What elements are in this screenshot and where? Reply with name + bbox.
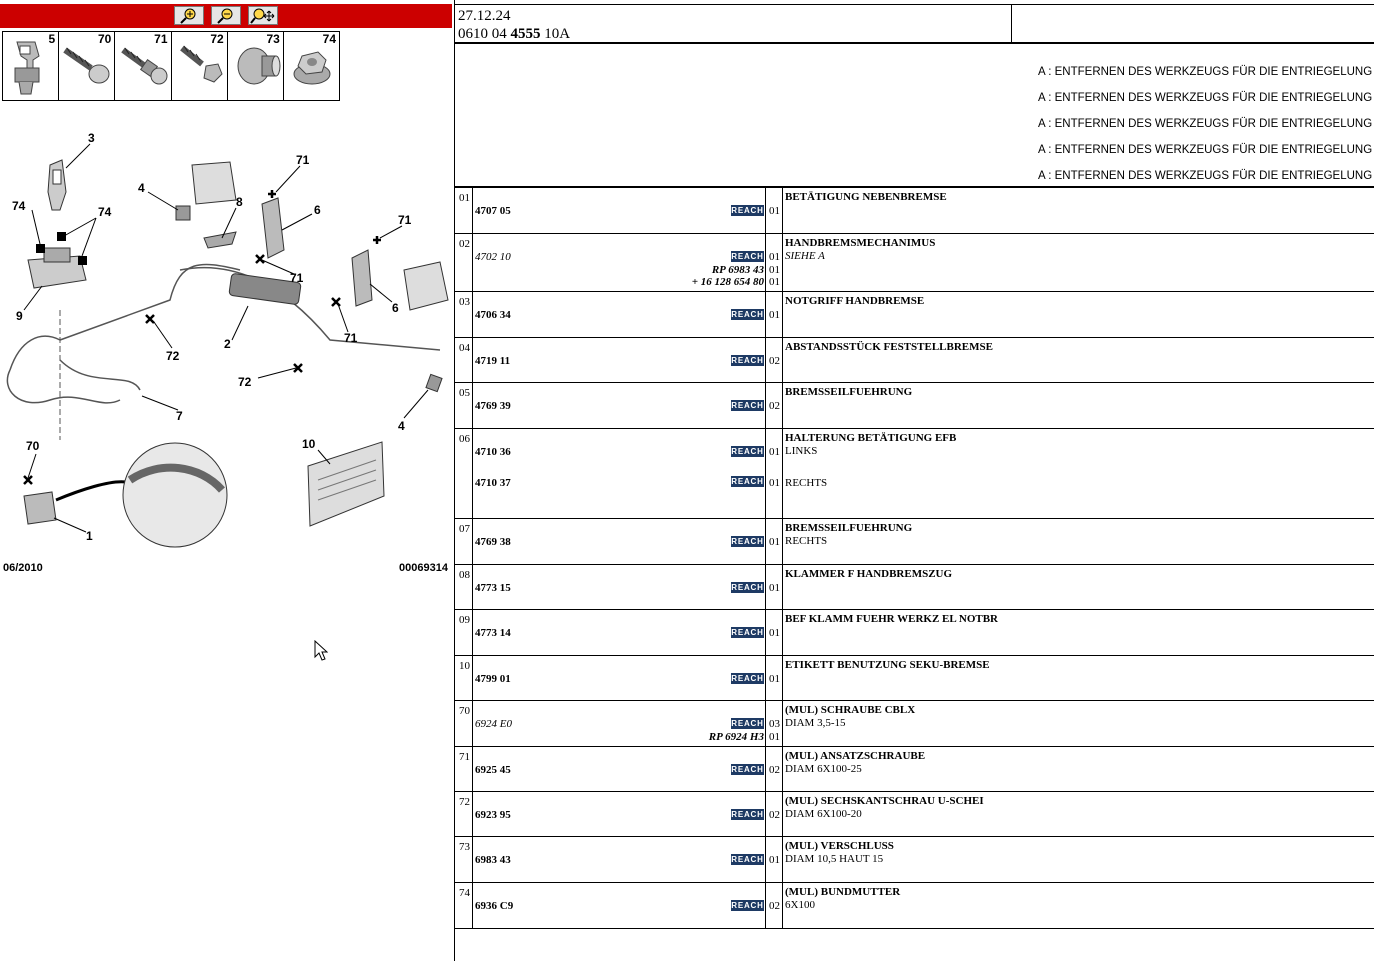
callout: 71 bbox=[398, 213, 412, 227]
position-number: 03 bbox=[459, 296, 470, 308]
reach-badge[interactable]: REACH bbox=[731, 252, 764, 261]
substitute-quantity: 01 bbox=[769, 276, 780, 288]
thumbnail-number: 73 bbox=[266, 32, 280, 46]
part-description: DIAM 3,5-15 bbox=[785, 717, 846, 729]
callout: 72 bbox=[238, 375, 252, 389]
callout: 9 bbox=[16, 309, 23, 323]
quantity: 02 bbox=[769, 400, 780, 412]
part-title: (MUL) BUNDMUTTER bbox=[785, 886, 901, 898]
callout: 6 bbox=[392, 301, 399, 315]
part-title: BEF KLAMM FUEHR WERKZ EL NOTBR bbox=[785, 613, 998, 625]
screw-icon bbox=[63, 40, 113, 92]
part-description: SIEHE A bbox=[785, 250, 825, 262]
reach-badge[interactable]: REACH bbox=[731, 583, 764, 592]
quantity: 02 bbox=[769, 764, 780, 776]
part-row[interactable] bbox=[455, 837, 1374, 883]
reach-badge[interactable]: REACH bbox=[731, 765, 764, 774]
notes-section bbox=[455, 44, 1374, 188]
clip-handle-icon bbox=[7, 40, 51, 98]
part-row[interactable] bbox=[455, 747, 1374, 792]
part-row[interactable] bbox=[455, 792, 1374, 837]
zoom-in-button[interactable] bbox=[174, 6, 204, 25]
part-title: NOTGRIFF HANDBREMSE bbox=[785, 295, 925, 307]
thumbnail-number: 70 bbox=[97, 32, 112, 46]
part-description: DIAM 6X100-20 bbox=[785, 808, 862, 820]
callout: 6 bbox=[314, 203, 321, 217]
part-reference[interactable]: 4769 39 bbox=[475, 400, 511, 412]
part-row[interactable] bbox=[455, 429, 1374, 519]
callout: 4 bbox=[398, 419, 405, 433]
quantity: 01 bbox=[769, 536, 780, 548]
part-reference[interactable]: 4706 34 bbox=[475, 309, 511, 321]
part-row[interactable] bbox=[455, 234, 1374, 292]
position-number: 72 bbox=[459, 796, 470, 808]
quantity: 01 bbox=[769, 309, 780, 321]
part-reference[interactable]: 6925 45 bbox=[475, 764, 511, 776]
quantity: 01 bbox=[769, 582, 780, 594]
part-reference[interactable]: 4710 37 bbox=[475, 477, 511, 489]
position-number: 07 bbox=[459, 523, 470, 535]
zoom-move-icon bbox=[250, 8, 276, 24]
shoulder-screw-icon bbox=[119, 40, 169, 92]
parts-list-pane bbox=[455, 0, 1374, 961]
part-reference[interactable]: 6936 C9 bbox=[475, 900, 514, 912]
part-reference[interactable]: 4769 38 bbox=[475, 536, 511, 548]
callout: 74 bbox=[12, 199, 26, 213]
substitute-reference[interactable]: RP 6924 H3 bbox=[708, 731, 764, 743]
part-row[interactable] bbox=[455, 188, 1374, 234]
reach-badge[interactable]: REACH bbox=[731, 206, 764, 215]
note-line: A : ENTFERNEN DES WERKZEUGS FÜR DIE ENTRIEGELUNG bbox=[1038, 66, 1373, 78]
callout: 7 bbox=[176, 409, 183, 423]
thumbnail-number: 5 bbox=[48, 32, 56, 46]
part-row[interactable] bbox=[455, 338, 1374, 383]
thumbnail-number: 72 bbox=[210, 32, 224, 46]
thumbnail-number: 74 bbox=[322, 32, 337, 46]
position-number: 01 bbox=[459, 192, 470, 204]
part-title: (MUL) ANSATZSCHRAUBE bbox=[785, 750, 926, 762]
part-reference[interactable]: 6923 95 bbox=[475, 809, 511, 821]
reach-badge[interactable]: REACH bbox=[731, 719, 764, 728]
part-reference[interactable]: 6924 E0 bbox=[475, 718, 512, 730]
part-title: ETIKETT BENUTZUNG SEKU-BREMSE bbox=[785, 659, 990, 671]
position-number: 04 bbox=[459, 342, 470, 354]
hex-screw-icon bbox=[176, 40, 226, 92]
part-title: (MUL) SECHSKANTSCHRAU U-SCHEI bbox=[785, 795, 984, 807]
quantity: 01 bbox=[769, 446, 780, 458]
reach-badge[interactable]: REACH bbox=[731, 401, 764, 410]
part-reference[interactable]: 4707 05 bbox=[475, 205, 511, 217]
part-description: RECHTS bbox=[785, 535, 828, 547]
callout: 8 bbox=[236, 195, 243, 209]
document-reference: 0610 04 4555 10A bbox=[458, 26, 571, 42]
quantity: 01 bbox=[769, 251, 780, 263]
flange-nut-icon bbox=[288, 40, 338, 92]
part-title: HANDBREMSMECHANIMUS bbox=[785, 237, 936, 249]
thumbnail-71[interactable] bbox=[115, 32, 171, 100]
substitute-reference[interactable]: + 16 128 654 80 bbox=[691, 276, 764, 288]
quantity: 01 bbox=[769, 477, 780, 489]
part-row[interactable] bbox=[455, 610, 1374, 656]
thumbnail-73[interactable] bbox=[228, 32, 284, 100]
reach-badge[interactable]: REACH bbox=[731, 356, 764, 365]
position-number: 10 bbox=[459, 660, 470, 672]
quantity: 02 bbox=[769, 809, 780, 821]
position-number: 09 bbox=[459, 614, 470, 626]
thumbnail-70[interactable] bbox=[59, 32, 115, 100]
part-reference[interactable]: 4702 10 bbox=[475, 251, 511, 263]
quantity: 03 bbox=[769, 718, 780, 730]
part-description: DIAM 6X100-25 bbox=[785, 763, 862, 775]
part-reference[interactable]: 4773 15 bbox=[475, 582, 511, 594]
callout: 10 bbox=[302, 437, 316, 451]
thumbnail-72[interactable] bbox=[172, 32, 228, 100]
quantity: 02 bbox=[769, 900, 780, 912]
note-line: A : ENTFERNEN DES WERKZEUGS FÜR DIE ENTRIEGELUNG bbox=[1038, 170, 1373, 182]
part-reference[interactable]: 6983 43 bbox=[475, 854, 511, 866]
substitute-reference[interactable]: RP 6983 43 bbox=[711, 264, 764, 276]
part-reference[interactable]: 4799 01 bbox=[475, 673, 511, 685]
diagram-toolbar bbox=[0, 4, 452, 28]
position-number: 08 bbox=[459, 569, 470, 581]
callout: 74 bbox=[98, 205, 112, 219]
callout: 4 bbox=[138, 181, 145, 195]
callout: 2 bbox=[224, 337, 231, 351]
part-title: (MUL) VERSCHLUSS bbox=[785, 840, 894, 852]
substitute-quantity: 01 bbox=[769, 731, 780, 743]
quantity: 01 bbox=[769, 205, 780, 217]
quantity: 01 bbox=[769, 854, 780, 866]
reach-badge[interactable]: REACH bbox=[731, 810, 764, 819]
part-title: ABSTANDSSTÜCK FESTSTELLBREMSE bbox=[785, 341, 993, 353]
part-description: DIAM 10,5 HAUT 15 bbox=[785, 853, 884, 865]
plug-icon bbox=[232, 40, 282, 92]
part-row[interactable] bbox=[455, 701, 1374, 747]
note-line: A : ENTFERNEN DES WERKZEUGS FÜR DIE ENTRIEGELUNG bbox=[1038, 118, 1373, 130]
part-title: (MUL) SCHRAUBE CBLX bbox=[785, 704, 916, 716]
part-reference[interactable]: 4719 11 bbox=[475, 355, 511, 367]
part-row[interactable] bbox=[455, 883, 1374, 929]
callout: 72 bbox=[166, 349, 180, 363]
position-number: 05 bbox=[459, 387, 470, 399]
position-number: 06 bbox=[459, 433, 470, 445]
callout: 3 bbox=[88, 131, 95, 145]
mouse-pointer-icon bbox=[314, 640, 328, 662]
thumbnail-5[interactable] bbox=[3, 32, 59, 100]
quantity: 01 bbox=[769, 627, 780, 639]
quantity: 02 bbox=[769, 355, 780, 367]
position-number: 73 bbox=[459, 841, 470, 853]
parts-diagram bbox=[0, 110, 454, 590]
part-title: HALTERUNG BETÄTIGUNG EFB bbox=[785, 432, 957, 444]
reach-badge[interactable]: REACH bbox=[731, 310, 764, 319]
part-title: BETÄTIGUNG NEBENBREMSE bbox=[785, 191, 947, 203]
callout: 71 bbox=[344, 331, 358, 345]
callout: 1 bbox=[86, 529, 93, 543]
position-number: 02 bbox=[459, 238, 470, 250]
zoom-out-button[interactable] bbox=[211, 6, 241, 25]
part-row[interactable] bbox=[455, 656, 1374, 701]
position-number: 71 bbox=[459, 751, 470, 763]
diagram-pane bbox=[0, 0, 454, 961]
thumbnail-74[interactable] bbox=[284, 32, 339, 100]
reach-badge[interactable]: REACH bbox=[731, 447, 764, 456]
part-reference[interactable]: 4710 36 bbox=[475, 446, 511, 458]
note-line: A : ENTFERNEN DES WERKZEUGS FÜR DIE ENTRIEGELUNG bbox=[1038, 144, 1373, 156]
position-number: 70 bbox=[459, 705, 470, 717]
substitute-quantity: 01 bbox=[769, 264, 780, 276]
zoom-out-icon bbox=[217, 8, 235, 24]
part-row[interactable] bbox=[455, 383, 1374, 429]
reach-badge[interactable]: REACH bbox=[731, 674, 764, 683]
reach-badge[interactable]: REACH bbox=[731, 628, 764, 637]
thumbnail-number: 71 bbox=[154, 32, 168, 46]
part-title: BREMSSEILFUEHRUNG bbox=[785, 522, 913, 534]
diagram-date: 06/2010 bbox=[3, 562, 43, 574]
part-row[interactable] bbox=[455, 519, 1374, 565]
document-date: 27.12.24 bbox=[458, 8, 511, 24]
position-number: 74 bbox=[459, 887, 470, 899]
part-description: RECHTS bbox=[785, 477, 828, 489]
document-header bbox=[455, 4, 1374, 44]
part-description: LINKS bbox=[785, 445, 818, 457]
part-title: BREMSSEILFUEHRUNG bbox=[785, 386, 913, 398]
part-title: KLAMMER F HANDBREMSZUG bbox=[785, 568, 953, 580]
callout: 71 bbox=[290, 271, 304, 285]
part-reference[interactable]: 4773 14 bbox=[475, 627, 511, 639]
part-description: 6X100 bbox=[785, 899, 815, 911]
callout: 70 bbox=[26, 439, 40, 453]
part-row[interactable] bbox=[455, 565, 1374, 610]
quantity: 01 bbox=[769, 673, 780, 685]
zoom-move-button[interactable] bbox=[248, 6, 278, 25]
reach-badge[interactable]: REACH bbox=[731, 477, 764, 486]
exploded-view-drawing bbox=[0, 110, 454, 590]
note-line: A : ENTFERNEN DES WERKZEUGS FÜR DIE ENTRIEGELUNG bbox=[1038, 92, 1373, 104]
part-thumbnails bbox=[2, 31, 340, 101]
zoom-in-icon bbox=[180, 8, 198, 24]
reach-badge[interactable]: REACH bbox=[731, 901, 764, 910]
callout: 71 bbox=[296, 153, 310, 167]
reach-badge[interactable]: REACH bbox=[731, 855, 764, 864]
diagram-code: 00069314 bbox=[399, 562, 448, 574]
reach-badge[interactable]: REACH bbox=[731, 537, 764, 546]
part-row[interactable] bbox=[455, 292, 1374, 338]
